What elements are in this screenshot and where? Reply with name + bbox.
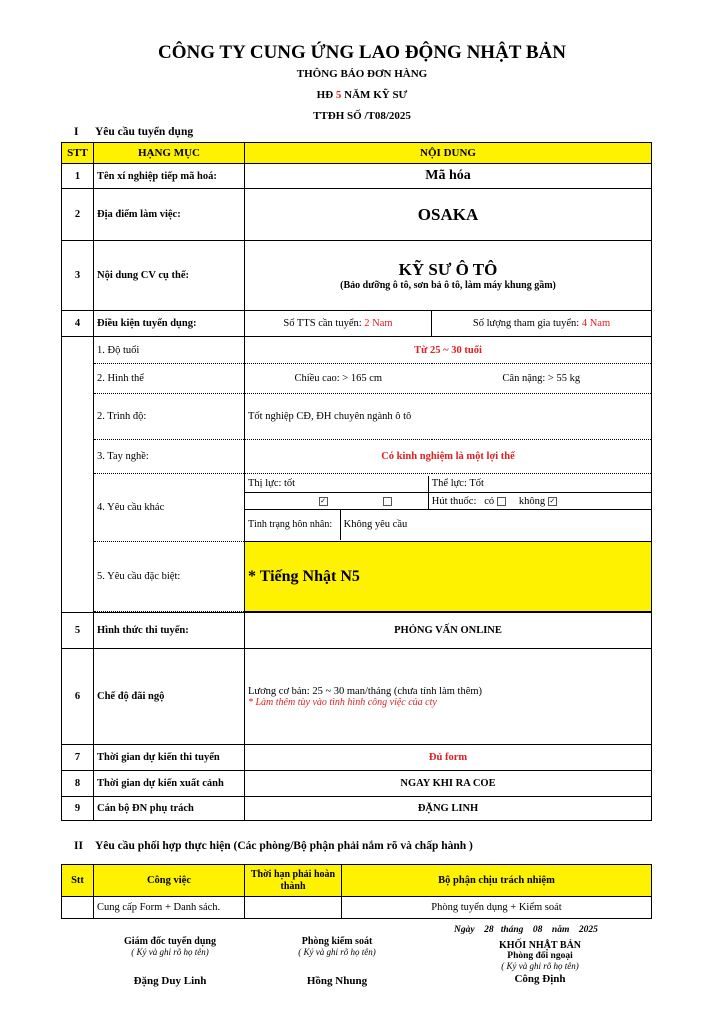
table-row [62,897,652,919]
overtime-note: * Làm thêm tùy vào tình hình công việc của cty [248,696,437,708]
notice-title: THÔNG BÁO ĐƠN HÀNG [296,68,428,80]
col-stt: STT [62,143,94,164]
coordination-table [61,864,652,919]
col-department: Bộ phận chịu trách nhiệm [342,865,652,897]
education-label: 2. Trình độ: [94,394,245,440]
signature-recruitment-director [90,936,250,987]
job-detail: (Bảo dưỡng ô tô, sơn bả ô tô, làm máy khung gầm) [340,280,556,291]
table-row [62,164,652,189]
smoking-no-label: không [518,495,546,507]
table-header [62,865,652,897]
benefits [245,649,652,745]
table-row [62,337,652,364]
section-1-number: I [74,126,79,138]
weight-requirement: Cân nặng: > 55 kg [432,364,652,394]
other-requirements-grid [245,476,651,540]
marital-value: Không yêu cầu [340,510,651,540]
height-requirement: Chiều cao: > 165 cm [245,364,432,394]
smoking-yes-label: có [484,495,495,507]
special-value: * Tiếng Nhật N5 [245,542,652,612]
col-item: HẠNG MỤC [94,143,245,164]
date-line: Ngày 28 tháng 08 năm 2025 [454,925,598,935]
col-task: Công việc [94,865,245,897]
table-row [62,474,652,542]
smoking-no-checkbox[interactable]: ✓ [549,496,556,505]
table-row [62,189,652,241]
row-label: Hình thức thi tuyển: [94,613,245,649]
signature-title: KHỐI NHẬT BẢN [498,940,582,951]
row-stt: 8 [62,771,94,797]
row-task: Cung cấp Form + Danh sách. [94,897,245,919]
exam-format: PHỎNG VẤN ONLINE [245,613,652,649]
table-row [62,364,652,394]
enterprise-name: Mã hóa [245,164,652,189]
row-stt: 9 [62,797,94,821]
join-label: Số lượng tham gia tuyển: [472,318,580,329]
join-value: 4 Nam [581,318,611,329]
marital-label: Tình trạng hôn nhân: [245,510,340,540]
signature-title: Phòng kiểm soát [301,936,373,947]
age-label: 1. Độ tuổi [94,337,245,364]
job-content [245,241,652,311]
row-stt: 2 [62,189,94,241]
row-stt: 5 [62,613,94,649]
signature-note: ( Ký và ghi rõ họ tên) [501,961,579,971]
row-stt: 4 [62,311,94,337]
row-label: Cán bộ ĐN phụ trách [94,797,245,821]
table-header [62,143,652,164]
smoking [428,493,651,510]
order-number: TTĐH SỐ /T08/2025 [313,110,411,122]
signature-subtitle: Phòng đối ngoại [507,951,573,961]
checkbox-unchecked[interactable] [383,497,392,506]
checkbox-group [245,493,428,510]
contract-suffix: NĂM KỸ SƯ [344,89,408,101]
signature-note: ( Ký và ghi rõ họ tên) [131,947,209,957]
signature-title: Giám đốc tuyển dụng [124,936,216,947]
exam-time: Đủ form [245,745,652,771]
work-location: OSAKA [245,189,652,241]
education-value: Tốt nghiệp CĐ, ĐH chuyên ngành ô tô [245,394,652,440]
departure-time: NGAY KHI RA COE [245,771,652,797]
col-content: NỘI DUNG [245,143,652,164]
table-row [62,649,652,745]
contract-line [0,89,724,101]
row-label: Nội dung CV cụ thể: [94,241,245,311]
row-label: Thời gian dự kiến thi tuyển [94,745,245,771]
body-label: 2. Hình thể [94,364,245,394]
col-deadline: Thời hạn phải hoàn thành [245,865,342,897]
table-row [62,394,652,440]
skill-label: 3. Tay nghề: [94,440,245,474]
eyesight: Thị lực: tốt [245,476,428,493]
row-stt-empty [62,337,94,613]
col-stt: Stt [62,865,94,897]
row-stt: 3 [62,241,94,311]
table-row [62,542,652,612]
row-stt: 1 [62,164,94,189]
row-label: Thời gian dự kiến xuất cảnh [94,771,245,797]
company-title: CÔNG TY CUNG ỨNG LAO ĐỘNG NHẬT BẢN [158,42,566,63]
signature-name: Công Định [514,973,566,985]
officer-in-charge: ĐẶNG LINH [245,797,652,821]
row-deadline [245,897,342,919]
signature-name: Hồng Nhung [306,975,368,987]
section-2-number: II [74,840,83,852]
row-stt [62,897,94,919]
row-label: Điều kiện tuyển dụng: [94,311,245,337]
smoking-yes-checkbox[interactable] [497,497,506,506]
other-requirements [245,474,652,542]
row-stt: 6 [62,649,94,745]
special-label: 5. Yêu cầu đặc biệt: [94,542,245,612]
table-row [62,745,652,771]
row-label: Chế độ đãi ngộ [94,649,245,745]
job-title: KỸ SƯ Ô TÔ [398,260,498,279]
signature-note: ( Ký và ghi rõ họ tên) [298,947,376,957]
contract-years: 5 [335,89,342,101]
signature-name: Đặng Duy Linh [133,975,207,987]
tts-count [245,311,432,337]
tts-value: 2 Nam [364,318,393,329]
table-row [62,440,652,474]
section-1-title: Yêu cầu tuyển dụng [95,126,194,138]
smoking-label: Hút thuốc: [431,495,477,507]
tts-label: Số TTS cần tuyển: [283,318,362,329]
join-count [432,311,652,337]
row-department: Phòng tuyển dụng + Kiểm soát [342,897,652,919]
table-row [62,797,652,821]
requirements-table [61,142,652,821]
section-2-title: Yêu cầu phối hợp thực hiện (Các phòng/Bộ phận phải nắm rõ và chấp hành ) [95,840,473,852]
table-row [62,311,652,337]
signature-control-dept [262,936,412,987]
signature-japan-division [465,940,615,985]
row-stt: 7 [62,745,94,771]
skill-value: Có kinh nghiệm là một lợi thế [245,440,652,474]
contract-prefix: HĐ [316,89,334,101]
fitness: Thể lực: Tốt [428,476,651,493]
age-value: Từ 25 ~ 30 tuổi [245,337,652,364]
table-row [62,241,652,311]
row-label: Tên xí nghiệp tiếp mã hoá: [94,164,245,189]
salary: Lương cơ bản: 25 ~ 30 man/tháng (chưa tính làm thêm) [248,685,483,697]
row-label: Địa điểm làm việc: [94,189,245,241]
other-label: 4. Yêu cầu khác [94,474,245,542]
table-row [62,613,652,649]
checkbox-checked[interactable]: ✓ [320,496,326,505]
table-row [62,771,652,797]
